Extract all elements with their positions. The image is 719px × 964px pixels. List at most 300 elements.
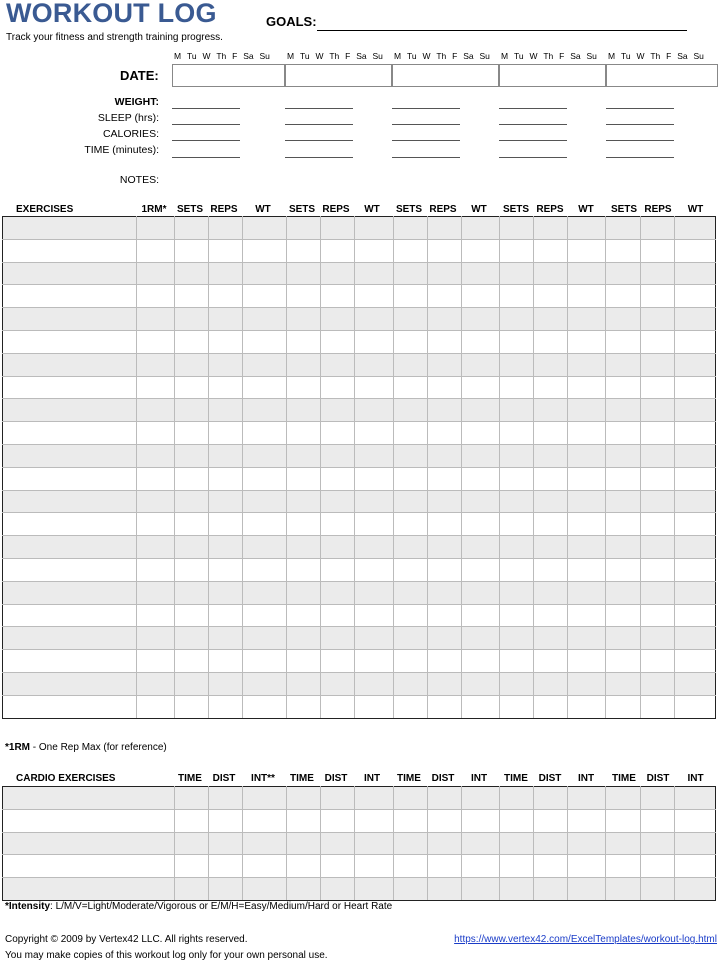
table-cell[interactable] <box>174 308 208 331</box>
table-cell[interactable] <box>287 467 321 490</box>
table-cell[interactable] <box>136 217 174 240</box>
table-cell[interactable] <box>427 376 461 399</box>
table-cell[interactable] <box>640 558 674 581</box>
table-cell[interactable] <box>461 422 499 445</box>
table-cell[interactable] <box>606 604 640 627</box>
table-cell[interactable] <box>427 513 461 536</box>
table-cell[interactable] <box>3 672 137 695</box>
table-cell[interactable] <box>287 650 321 673</box>
table-cell[interactable] <box>427 558 461 581</box>
table-cell[interactable] <box>321 650 355 673</box>
metric-input-line[interactable] <box>392 124 460 125</box>
table-cell[interactable] <box>321 672 355 695</box>
table-cell[interactable] <box>640 787 674 810</box>
table-cell[interactable] <box>461 444 499 467</box>
table-cell[interactable] <box>500 399 534 422</box>
table-cell[interactable] <box>500 217 534 240</box>
table-cell[interactable] <box>674 627 715 650</box>
table-cell[interactable] <box>427 832 461 855</box>
metric-input-line[interactable] <box>392 140 460 141</box>
table-cell[interactable] <box>3 262 137 285</box>
table-cell[interactable] <box>208 490 242 513</box>
metric-input-line[interactable] <box>172 140 240 141</box>
table-cell[interactable] <box>242 330 286 353</box>
table-cell[interactable] <box>242 604 286 627</box>
table-cell[interactable] <box>606 536 640 559</box>
table-cell[interactable] <box>640 672 674 695</box>
table-cell[interactable] <box>355 627 393 650</box>
table-cell[interactable] <box>500 330 534 353</box>
table-cell[interactable] <box>640 239 674 262</box>
table-cell[interactable] <box>174 672 208 695</box>
table-cell[interactable] <box>242 832 286 855</box>
table-cell[interactable] <box>427 444 461 467</box>
table-cell[interactable] <box>287 855 321 878</box>
table-cell[interactable] <box>208 285 242 308</box>
table-cell[interactable] <box>500 695 534 718</box>
table-cell[interactable] <box>136 832 174 855</box>
table-cell[interactable] <box>674 330 715 353</box>
table-cell[interactable] <box>174 604 208 627</box>
table-cell[interactable] <box>136 878 174 901</box>
table-cell[interactable] <box>174 330 208 353</box>
table-cell[interactable] <box>136 490 174 513</box>
table-cell[interactable] <box>208 878 242 901</box>
table-cell[interactable] <box>500 444 534 467</box>
table-cell[interactable] <box>534 558 568 581</box>
table-cell[interactable] <box>355 536 393 559</box>
metric-input-line[interactable] <box>606 140 674 141</box>
table-cell[interactable] <box>174 262 208 285</box>
table-cell[interactable] <box>461 262 499 285</box>
table-cell[interactable] <box>568 513 606 536</box>
table-cell[interactable] <box>3 695 137 718</box>
table-cell[interactable] <box>674 878 715 901</box>
table-cell[interactable] <box>355 604 393 627</box>
table-cell[interactable] <box>321 809 355 832</box>
metric-input-line[interactable] <box>285 124 353 125</box>
table-cell[interactable] <box>3 444 137 467</box>
table-cell[interactable] <box>500 353 534 376</box>
table-cell[interactable] <box>208 604 242 627</box>
table-cell[interactable] <box>606 513 640 536</box>
table-cell[interactable] <box>321 832 355 855</box>
table-cell[interactable] <box>287 262 321 285</box>
table-cell[interactable] <box>287 353 321 376</box>
table-cell[interactable] <box>355 217 393 240</box>
table-cell[interactable] <box>568 558 606 581</box>
table-cell[interactable] <box>355 695 393 718</box>
table-cell[interactable] <box>461 217 499 240</box>
table-cell[interactable] <box>321 330 355 353</box>
table-cell[interactable] <box>500 650 534 673</box>
table-cell[interactable] <box>208 581 242 604</box>
table-cell[interactable] <box>534 855 568 878</box>
table-cell[interactable] <box>355 262 393 285</box>
table-cell[interactable] <box>287 239 321 262</box>
table-cell[interactable] <box>393 627 427 650</box>
table-cell[interactable] <box>355 330 393 353</box>
table-cell[interactable] <box>606 878 640 901</box>
table-cell[interactable] <box>606 217 640 240</box>
table-cell[interactable] <box>427 399 461 422</box>
table-cell[interactable] <box>568 650 606 673</box>
table-cell[interactable] <box>640 467 674 490</box>
table-cell[interactable] <box>3 513 137 536</box>
table-cell[interactable] <box>393 787 427 810</box>
table-cell[interactable] <box>287 695 321 718</box>
table-cell[interactable] <box>427 604 461 627</box>
table-cell[interactable] <box>640 376 674 399</box>
table-cell[interactable] <box>568 695 606 718</box>
table-cell[interactable] <box>427 217 461 240</box>
table-cell[interactable] <box>393 353 427 376</box>
metric-input-line[interactable] <box>285 108 353 109</box>
table-cell[interactable] <box>393 604 427 627</box>
table-cell[interactable] <box>461 399 499 422</box>
table-cell[interactable] <box>606 422 640 445</box>
table-cell[interactable] <box>287 308 321 331</box>
metric-input-line[interactable] <box>285 140 353 141</box>
table-cell[interactable] <box>174 787 208 810</box>
table-cell[interactable] <box>568 353 606 376</box>
table-cell[interactable] <box>355 239 393 262</box>
table-cell[interactable] <box>674 444 715 467</box>
table-cell[interactable] <box>287 809 321 832</box>
table-cell[interactable] <box>174 536 208 559</box>
table-cell[interactable] <box>208 809 242 832</box>
table-cell[interactable] <box>287 399 321 422</box>
table-cell[interactable] <box>640 285 674 308</box>
metric-input-line[interactable] <box>172 124 240 125</box>
table-cell[interactable] <box>321 787 355 810</box>
table-cell[interactable] <box>321 217 355 240</box>
vertex42-link[interactable]: https://www.vertex42.com/ExcelTemplates/workout-log.html <box>454 934 717 945</box>
table-cell[interactable] <box>461 832 499 855</box>
table-cell[interactable] <box>136 536 174 559</box>
table-cell[interactable] <box>640 513 674 536</box>
table-cell[interactable] <box>355 399 393 422</box>
table-cell[interactable] <box>427 650 461 673</box>
table-cell[interactable] <box>208 422 242 445</box>
table-cell[interactable] <box>606 558 640 581</box>
table-cell[interactable] <box>534 490 568 513</box>
table-cell[interactable] <box>500 490 534 513</box>
table-cell[interactable] <box>461 672 499 695</box>
table-cell[interactable] <box>640 399 674 422</box>
table-cell[interactable] <box>606 399 640 422</box>
table-cell[interactable] <box>208 558 242 581</box>
table-cell[interactable] <box>393 376 427 399</box>
table-cell[interactable] <box>393 878 427 901</box>
table-cell[interactable] <box>321 878 355 901</box>
table-cell[interactable] <box>136 809 174 832</box>
table-cell[interactable] <box>427 285 461 308</box>
table-cell[interactable] <box>242 627 286 650</box>
table-cell[interactable] <box>500 262 534 285</box>
table-cell[interactable] <box>208 239 242 262</box>
table-cell[interactable] <box>534 832 568 855</box>
table-cell[interactable] <box>427 809 461 832</box>
table-cell[interactable] <box>242 353 286 376</box>
table-cell[interactable] <box>208 308 242 331</box>
metric-input-line[interactable] <box>172 157 240 158</box>
table-cell[interactable] <box>355 308 393 331</box>
table-cell[interactable] <box>606 467 640 490</box>
table-cell[interactable] <box>208 467 242 490</box>
table-cell[interactable] <box>606 832 640 855</box>
table-cell[interactable] <box>606 650 640 673</box>
table-cell[interactable] <box>3 604 137 627</box>
table-cell[interactable] <box>674 490 715 513</box>
table-cell[interactable] <box>174 695 208 718</box>
table-cell[interactable] <box>461 695 499 718</box>
table-cell[interactable] <box>355 490 393 513</box>
table-cell[interactable] <box>461 878 499 901</box>
table-cell[interactable] <box>321 558 355 581</box>
table-cell[interactable] <box>287 672 321 695</box>
table-cell[interactable] <box>568 262 606 285</box>
table-cell[interactable] <box>321 581 355 604</box>
table-cell[interactable] <box>174 376 208 399</box>
table-cell[interactable] <box>534 376 568 399</box>
table-cell[interactable] <box>534 536 568 559</box>
table-cell[interactable] <box>534 627 568 650</box>
table-cell[interactable] <box>534 330 568 353</box>
table-cell[interactable] <box>174 490 208 513</box>
table-cell[interactable] <box>287 285 321 308</box>
table-cell[interactable] <box>136 650 174 673</box>
table-cell[interactable] <box>674 513 715 536</box>
table-cell[interactable] <box>393 262 427 285</box>
table-cell[interactable] <box>674 467 715 490</box>
table-cell[interactable] <box>174 353 208 376</box>
table-cell[interactable] <box>606 353 640 376</box>
table-cell[interactable] <box>568 581 606 604</box>
table-cell[interactable] <box>3 490 137 513</box>
table-cell[interactable] <box>534 262 568 285</box>
table-cell[interactable] <box>568 787 606 810</box>
table-cell[interactable] <box>287 490 321 513</box>
table-cell[interactable] <box>606 855 640 878</box>
table-cell[interactable] <box>393 217 427 240</box>
table-cell[interactable] <box>568 285 606 308</box>
table-cell[interactable] <box>136 422 174 445</box>
table-cell[interactable] <box>287 536 321 559</box>
table-cell[interactable] <box>534 353 568 376</box>
table-cell[interactable] <box>534 467 568 490</box>
table-cell[interactable] <box>321 627 355 650</box>
table-cell[interactable] <box>461 239 499 262</box>
table-cell[interactable] <box>136 627 174 650</box>
table-cell[interactable] <box>287 513 321 536</box>
table-cell[interactable] <box>242 558 286 581</box>
table-cell[interactable] <box>393 855 427 878</box>
table-cell[interactable] <box>3 878 137 901</box>
table-cell[interactable] <box>640 490 674 513</box>
table-cell[interactable] <box>500 672 534 695</box>
table-cell[interactable] <box>355 513 393 536</box>
table-cell[interactable] <box>393 672 427 695</box>
table-cell[interactable] <box>174 422 208 445</box>
table-cell[interactable] <box>427 855 461 878</box>
table-cell[interactable] <box>242 672 286 695</box>
table-cell[interactable] <box>355 376 393 399</box>
table-cell[interactable] <box>534 285 568 308</box>
table-cell[interactable] <box>321 399 355 422</box>
table-cell[interactable] <box>461 581 499 604</box>
date-input-week-2[interactable] <box>285 64 392 87</box>
table-cell[interactable] <box>674 855 715 878</box>
table-cell[interactable] <box>568 627 606 650</box>
table-cell[interactable] <box>534 809 568 832</box>
table-cell[interactable] <box>242 262 286 285</box>
table-cell[interactable] <box>393 239 427 262</box>
table-cell[interactable] <box>500 558 534 581</box>
table-cell[interactable] <box>3 399 137 422</box>
table-cell[interactable] <box>461 330 499 353</box>
table-cell[interactable] <box>674 399 715 422</box>
table-cell[interactable] <box>568 536 606 559</box>
table-cell[interactable] <box>427 672 461 695</box>
table-cell[interactable] <box>640 581 674 604</box>
table-cell[interactable] <box>674 285 715 308</box>
table-cell[interactable] <box>321 308 355 331</box>
table-cell[interactable] <box>640 536 674 559</box>
table-cell[interactable] <box>174 467 208 490</box>
date-input-week-4[interactable] <box>499 64 606 87</box>
table-cell[interactable] <box>3 787 137 810</box>
table-cell[interactable] <box>3 832 137 855</box>
table-cell[interactable] <box>174 581 208 604</box>
table-cell[interactable] <box>640 627 674 650</box>
table-cell[interactable] <box>393 513 427 536</box>
table-cell[interactable] <box>355 558 393 581</box>
table-cell[interactable] <box>461 604 499 627</box>
table-cell[interactable] <box>427 787 461 810</box>
table-cell[interactable] <box>674 262 715 285</box>
table-cell[interactable] <box>242 399 286 422</box>
table-cell[interactable] <box>461 353 499 376</box>
table-cell[interactable] <box>674 650 715 673</box>
metric-input-line[interactable] <box>606 108 674 109</box>
table-cell[interactable] <box>606 787 640 810</box>
table-cell[interactable] <box>242 308 286 331</box>
table-cell[interactable] <box>500 581 534 604</box>
table-cell[interactable] <box>568 467 606 490</box>
table-cell[interactable] <box>355 444 393 467</box>
table-cell[interactable] <box>640 809 674 832</box>
table-cell[interactable] <box>534 422 568 445</box>
table-cell[interactable] <box>427 330 461 353</box>
table-cell[interactable] <box>3 809 137 832</box>
table-cell[interactable] <box>393 444 427 467</box>
table-cell[interactable] <box>355 672 393 695</box>
table-cell[interactable] <box>568 239 606 262</box>
table-cell[interactable] <box>393 809 427 832</box>
table-cell[interactable] <box>500 787 534 810</box>
table-cell[interactable] <box>174 217 208 240</box>
table-cell[interactable] <box>568 604 606 627</box>
table-cell[interactable] <box>287 787 321 810</box>
table-cell[interactable] <box>427 262 461 285</box>
table-cell[interactable] <box>242 376 286 399</box>
table-cell[interactable] <box>174 239 208 262</box>
table-cell[interactable] <box>321 604 355 627</box>
table-cell[interactable] <box>208 787 242 810</box>
table-cell[interactable] <box>321 353 355 376</box>
table-cell[interactable] <box>287 627 321 650</box>
table-cell[interactable] <box>393 581 427 604</box>
table-cell[interactable] <box>321 490 355 513</box>
table-cell[interactable] <box>321 467 355 490</box>
table-cell[interactable] <box>174 627 208 650</box>
table-cell[interactable] <box>674 672 715 695</box>
table-cell[interactable] <box>500 467 534 490</box>
table-cell[interactable] <box>3 536 137 559</box>
table-cell[interactable] <box>568 878 606 901</box>
metric-input-line[interactable] <box>606 124 674 125</box>
table-cell[interactable] <box>393 308 427 331</box>
table-cell[interactable] <box>136 787 174 810</box>
table-cell[interactable] <box>393 490 427 513</box>
metric-input-line[interactable] <box>499 108 567 109</box>
table-cell[interactable] <box>674 239 715 262</box>
table-cell[interactable] <box>674 536 715 559</box>
table-cell[interactable] <box>287 422 321 445</box>
table-cell[interactable] <box>321 422 355 445</box>
table-cell[interactable] <box>674 581 715 604</box>
table-cell[interactable] <box>427 308 461 331</box>
table-cell[interactable] <box>174 558 208 581</box>
table-cell[interactable] <box>500 239 534 262</box>
table-cell[interactable] <box>208 627 242 650</box>
metric-input-line[interactable] <box>392 108 460 109</box>
table-cell[interactable] <box>321 285 355 308</box>
table-cell[interactable] <box>393 832 427 855</box>
table-cell[interactable] <box>534 581 568 604</box>
table-cell[interactable] <box>208 832 242 855</box>
table-cell[interactable] <box>606 581 640 604</box>
table-cell[interactable] <box>534 672 568 695</box>
table-cell[interactable] <box>393 650 427 673</box>
table-cell[interactable] <box>208 262 242 285</box>
table-cell[interactable] <box>640 444 674 467</box>
table-cell[interactable] <box>640 308 674 331</box>
table-cell[interactable] <box>242 581 286 604</box>
table-cell[interactable] <box>640 878 674 901</box>
table-cell[interactable] <box>500 422 534 445</box>
table-cell[interactable] <box>606 376 640 399</box>
table-cell[interactable] <box>136 239 174 262</box>
table-cell[interactable] <box>3 650 137 673</box>
table-cell[interactable] <box>3 422 137 445</box>
table-cell[interactable] <box>500 536 534 559</box>
table-cell[interactable] <box>606 330 640 353</box>
table-cell[interactable] <box>427 878 461 901</box>
table-cell[interactable] <box>393 399 427 422</box>
table-cell[interactable] <box>500 513 534 536</box>
table-cell[interactable] <box>640 422 674 445</box>
table-cell[interactable] <box>321 695 355 718</box>
metric-input-line[interactable] <box>499 157 567 158</box>
table-cell[interactable] <box>3 558 137 581</box>
table-cell[interactable] <box>606 809 640 832</box>
table-cell[interactable] <box>606 285 640 308</box>
table-cell[interactable] <box>674 695 715 718</box>
table-cell[interactable] <box>500 832 534 855</box>
table-cell[interactable] <box>287 376 321 399</box>
